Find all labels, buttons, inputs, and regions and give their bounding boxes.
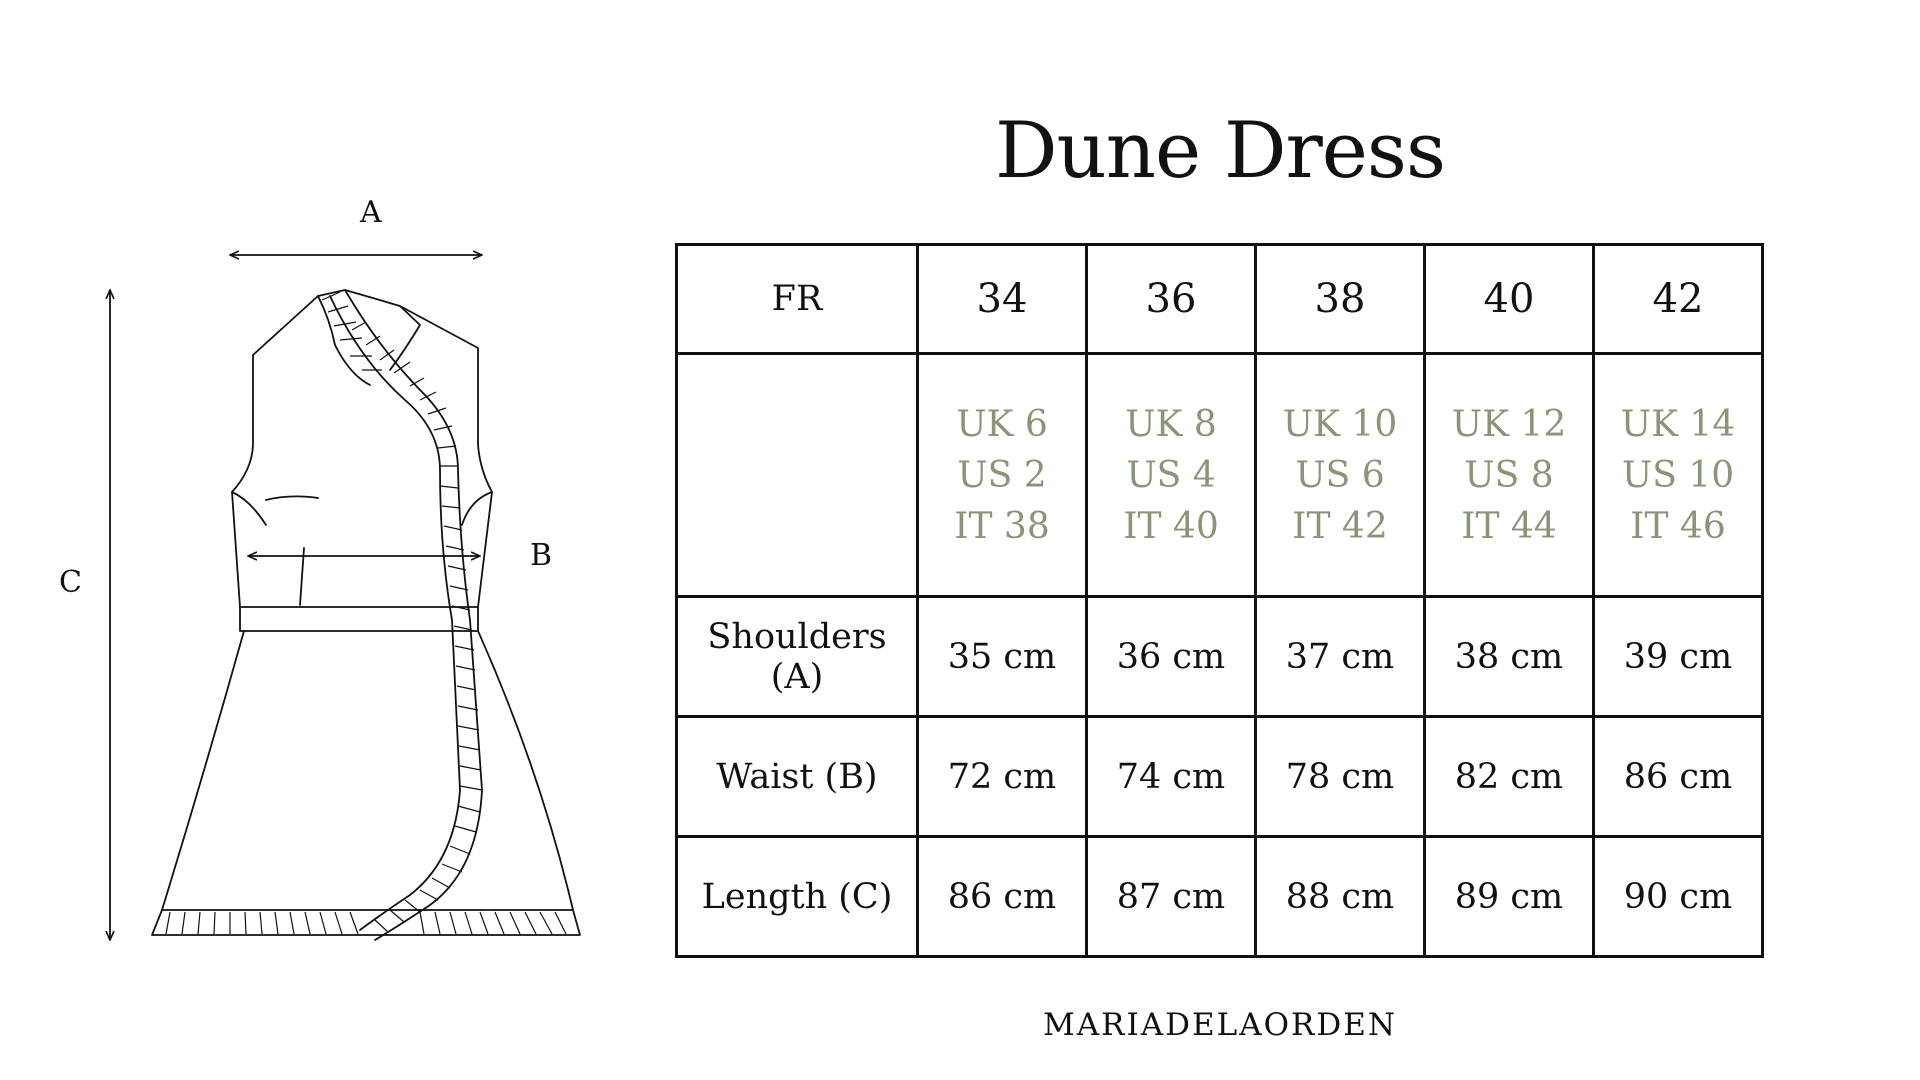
it-size: IT 40 [1123,505,1219,547]
conversion-cell [1594,354,1763,597]
length-row [677,837,1763,957]
measurement-cell: 78 cm [1256,717,1425,837]
uk-size: UK 8 [1125,403,1217,445]
conversion-row [677,354,1763,597]
row-label: Waist (B) [677,717,918,837]
empty-cell [677,354,918,597]
waist-row [677,717,1763,837]
uk-size: UK 12 [1451,403,1567,445]
measurement-cell: 36 cm [1087,597,1256,717]
us-size: US 8 [1464,454,1554,496]
measure-label-c: C [59,565,82,600]
us-size: US 4 [1126,454,1216,496]
uk-size: UK 14 [1620,403,1736,445]
size-cell: 34 [918,245,1087,354]
row-label: Length (C) [677,837,918,957]
measure-label-a: A [360,195,382,230]
measurement-cell: 38 cm [1425,597,1594,717]
measurement-cell: 37 cm [1256,597,1425,717]
us-size: US 10 [1621,454,1735,496]
uk-size: UK 10 [1282,403,1398,445]
measurement-cell: 72 cm [918,717,1087,837]
it-size: IT 42 [1292,505,1388,547]
fr-header-cell: FR [677,245,918,354]
dress-sketch-icon [0,0,620,1000]
measure-label-b: B [530,538,553,573]
measurement-cell: 39 cm [1594,597,1763,717]
size-header-row [677,245,1763,354]
size-cell: 40 [1425,245,1594,354]
size-cell: 38 [1256,245,1425,354]
brand-name: MARIADELAORDEN [1043,1007,1397,1043]
conversion-cell [1087,354,1256,597]
size-cell: 42 [1594,245,1763,354]
measurement-cell: 86 cm [918,837,1087,957]
size-chart-table [675,243,1764,958]
measurement-cell: 88 cm [1256,837,1425,957]
conversion-cell [1256,354,1425,597]
measurement-cell: 86 cm [1594,717,1763,837]
conversion-cell [918,354,1087,597]
it-size: IT 38 [954,505,1050,547]
row-label: Shoulders (A) [677,597,918,717]
measurement-cell: 35 cm [918,597,1087,717]
page-title: Dune Dress [994,106,1445,196]
it-size: IT 46 [1630,505,1726,547]
size-cell: 36 [1087,245,1256,354]
us-size: US 6 [1295,454,1385,496]
measurement-cell: 90 cm [1594,837,1763,957]
conversion-cell [1425,354,1594,597]
measurement-cell: 74 cm [1087,717,1256,837]
shoulders-row [677,597,1763,717]
uk-size: UK 6 [956,403,1048,445]
measurement-cell: 89 cm [1425,837,1594,957]
us-size: US 2 [957,454,1047,496]
measurement-cell: 87 cm [1087,837,1256,957]
measurement-cell: 82 cm [1425,717,1594,837]
it-size: IT 44 [1461,505,1557,547]
